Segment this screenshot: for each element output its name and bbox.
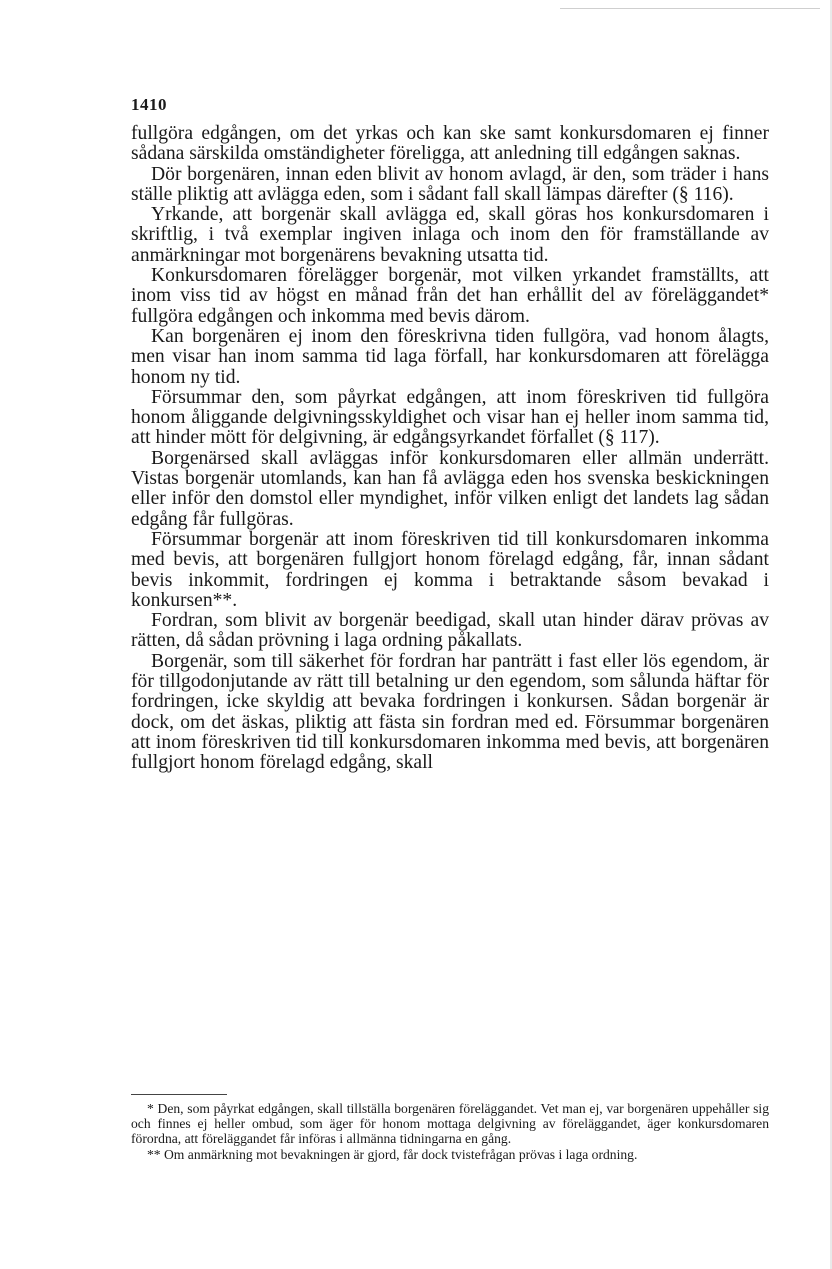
paragraph-4: Konkursdomaren förelägger borgenär, mot vilken yrkandet framställts, att inom viss tid av högst en månad från det han erhållit del av föreläggandet* fullgöra edgången och inkomma med bevis därom. (131, 265, 769, 327)
paragraph-6: Försummar den, som påyrkat edgången, att inom föreskriven tid fullgöra honom åliggande delgivningsskyldighet och visar han ej heller inom samma tid, att hinder mött för delgivning, är edgångsyrkandet förfallet (§ 117). (131, 386, 769, 449)
footnote-1: * Den, som påyrkat edgången, skall tillställa borgenären föreläggandet. Vet man ej, var borgenären uppehåller sig och finnes ej heller ombud, som äger för honom mottaga delgivning av föreläggandet, äger konkursdomaren förordna, att föreläggandet får införas i allmänna tidningarna en gång. (131, 1101, 769, 1147)
footnote-2: ** Om anmärkning mot bevakningen är gjord, får dock tvistefrågan prövas i laga ordning. (147, 1146, 638, 1162)
footnotes (131, 1101, 769, 1162)
paragraph-8: Försummar borgenär att inom föreskriven tid till konkursdomaren inkomma med bevis, att borgenären fullgjort honom förelagd edgång, får, innan sådant bevis inkommit, fordringen ej komma i betraktande såsom bevakad i konkursen**. (131, 528, 769, 611)
paragraph-9: Fordran, som blivit av borgenär beedigad, skall utan hinder därav prövas av rätten, då sådan prövning i laga ordning påkallats. (131, 610, 769, 652)
footnote-divider (131, 1094, 227, 1095)
paragraph-7: Borgenärsed skall avläggas inför konkursdomaren eller allmän underrätt. Vistas borgenär utomlands, kan han få avlägga eden hos svenska beskickningen eller inför den domstol eller myndighet, inför vilken enligt det landets lag sådan edgång får fullgöras. (131, 447, 769, 530)
scan-top-rule (560, 8, 820, 9)
paragraph-5: Kan borgenären ej inom den föreskrivna tiden fullgöra, vad honom ålagts, men visar han inom samma tid laga förfall, har konkursdomaren att förelägga honom ny tid. (131, 325, 769, 388)
main-text (131, 124, 769, 774)
paragraph-3: Yrkande, att borgenär skall avlägga ed, skall göras hos konkursdomaren i skriftlig, i två exemplar ingiven inlaga och inom den för framställande av anmärkningar mot borgenärens bevakning utsatta tid. (131, 204, 769, 266)
page-number: 1410 (131, 95, 167, 114)
paragraph-2: Dör borgenären, innan eden blivit av honom avlagd, är den, som träder i hans ställe pliktig att avlägga eden, som i sådant fall skall lämpas därefter (§ 116). (131, 163, 769, 205)
paragraph-10: Borgenär, som till säkerhet för fordran har panträtt i fast eller lös egendom, är för tillgodonjutande av rätt till betalning ur den egendom, som sålunda häftar för fordringen, icke skyldig att bevaka fordringen i konkursen. Sådan borgenär är dock, om det äskas, pliktig att fästa sin fordran med ed. Försummar borgenären att inom föreskriven tid till konkursdomaren inkomma med bevis, att borgenären fullgjort honom förelagd edgång, skall (131, 650, 769, 774)
paragraph-1: fullgöra edgången, om det yrkas och kan ske samt konkursdomaren ej finner sådana särskilda omständigheter föreligga, att anledning till edgången saknas. (131, 123, 769, 165)
